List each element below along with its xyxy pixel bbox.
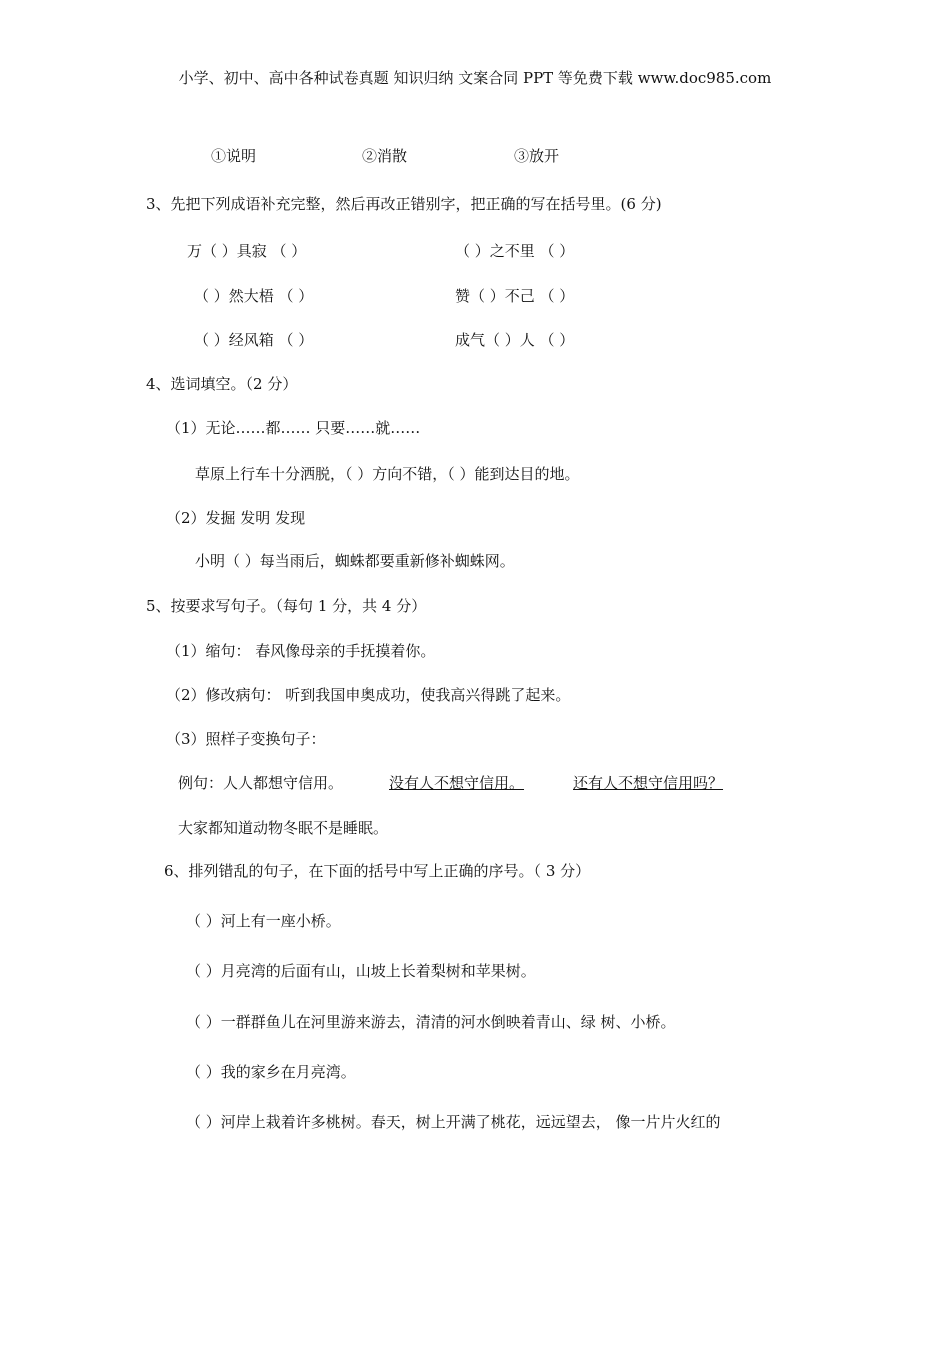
q5-example-label: 例句：人人都想守信用。 — [178, 774, 344, 792]
q3-idiom-6: 成气（ ）人 （ ） — [455, 331, 575, 349]
q5-s2: （2）修改病句： 听到我国申奥成功，使我高兴得跳了起来。 — [166, 686, 571, 704]
q6-item-5: （ ）河岸上栽着许多桃树。春天，树上开满了桃花，远远望去， 像一片片火红的 — [186, 1113, 721, 1131]
q4-p2-options: （2）发掘 发明 发现 — [166, 509, 306, 527]
q6-item-3: （ ）一群群鱼儿在河里游来游去，清清的河水倒映着青山、绿 树、小桥。 — [186, 1013, 676, 1031]
q5-task: 大家都知道动物冬眠不是睡眠。 — [178, 819, 389, 837]
option-2: ②消散 — [362, 147, 408, 165]
q4-p2-sentence: 小明（ ）每当雨后，蜘蛛都要重新修补蜘蛛网。 — [195, 552, 515, 570]
q6-title: 6、排列错乱的句子，在下面的括号中写上正确的序号。（ 3 分） — [164, 862, 591, 880]
q6-item-2: （ ）月亮湾的后面有山，山坡上长着梨树和苹果树。 — [186, 962, 536, 980]
q6-item-1: （ ）河上有一座小桥。 — [186, 912, 341, 930]
page-header: 小学、初中、高中各种试卷真题 知识归纳 文案合同 PPT 等免费下载 www.doc985.com — [178, 69, 772, 87]
q3-idiom-3: （ ）然大梧 （ ） — [194, 287, 314, 305]
q3-idiom-2: （ ）之不里 （ ） — [455, 242, 575, 260]
q6-item-4: （ ）我的家乡在月亮湾。 — [186, 1063, 356, 1081]
q5-s3: （3）照样子变换句子： — [166, 730, 326, 748]
q4-title: 4、选词填空。（2 分） — [146, 375, 298, 393]
q3-idiom-1: 万（ ）具寂 （ ） — [187, 242, 307, 260]
option-3: ③放开 — [514, 147, 560, 165]
q5-title: 5、按要求写句子。（每句 1 分，共 4 分） — [146, 597, 427, 615]
q4-p1-sentence: 草原上行车十分洒脱，（ ）方向不错，（ ）能到达目的地。 — [195, 465, 580, 483]
q3-idiom-4: 赞（ ）不己 （ ） — [455, 287, 575, 305]
q4-p1-options: （1）无论……都…… 只要……就…… — [166, 419, 421, 437]
option-1: ①说明 — [211, 147, 257, 165]
q5-example-b: 还有人不想守信用吗？ — [573, 774, 724, 792]
q3-title: 3、先把下列成语补充完整，然后再改正错别字，把正确的写在括号里。(6 分) — [146, 195, 662, 213]
q3-idiom-5: （ ）经风箱 （ ） — [194, 331, 314, 349]
q5-example-a: 没有人不想守信用。 — [389, 774, 525, 792]
q5-s1: （1）缩句： 春风像母亲的手抚摸着你。 — [166, 642, 436, 660]
